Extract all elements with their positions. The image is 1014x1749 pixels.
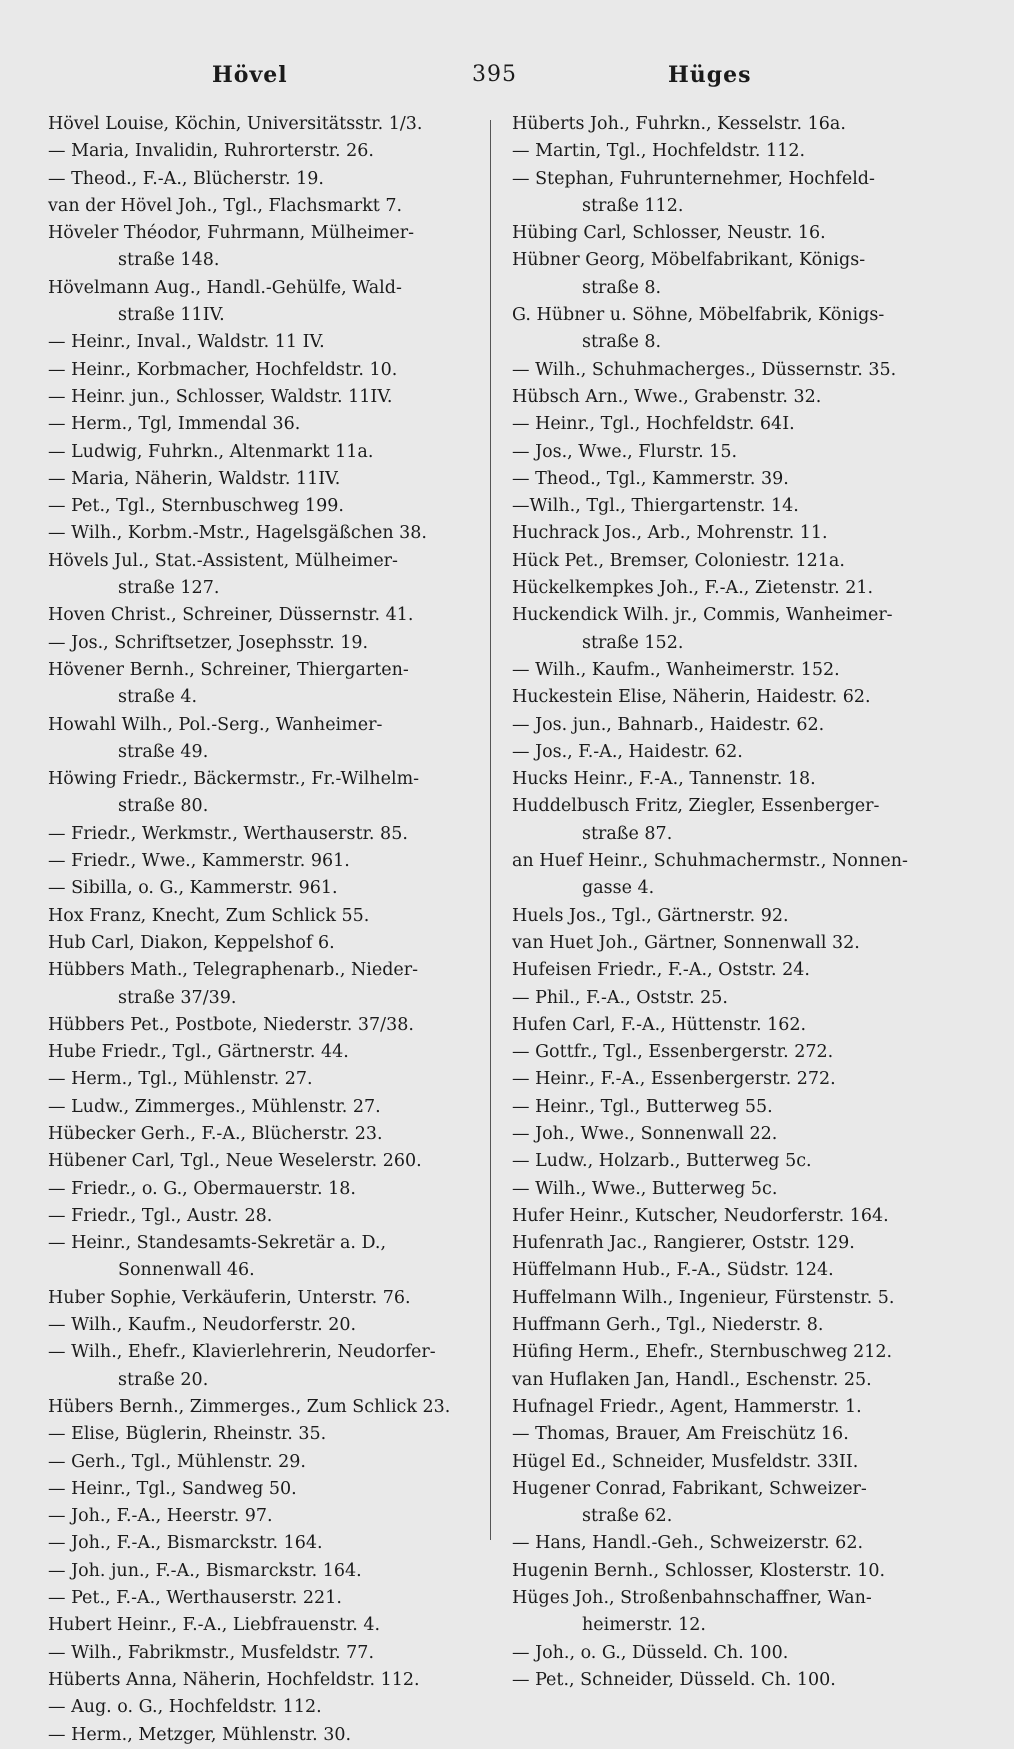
left-column (48, 111, 480, 1749)
directory-entry: straße 8. (582, 277, 662, 298)
directory-entry: — Wilh., Kaufm., Neudorferstr. 20. (48, 1315, 357, 1336)
directory-entry: — Herm., Tgl., Mühlenstr. 27. (48, 1069, 313, 1090)
directory-entry: Hövels Jul., Stat.-Assistent, Mülheimer- (48, 550, 398, 571)
directory-entry: Hövener Bernh., Schreiner, Thiergarten- (48, 659, 409, 680)
directory-entry: Huchrack Jos., Arb., Mohrenstr. 11. (512, 523, 828, 544)
directory-entry: — Wilh., Korbm.-Mstr., Hagelsgäßchen 38. (48, 523, 427, 544)
directory-entry: Hub Carl, Diakon, Keppelshof 6. (48, 932, 335, 953)
directory-entry: — Ludw., Zimmerges., Mühlenstr. 27. (48, 1096, 381, 1117)
directory-entry: — Heinr., Inval., Waldstr. 11 IV. (48, 332, 325, 353)
directory-entry: Hufen Carl, F.-A., Hüttenstr. 162. (512, 1014, 807, 1035)
column-divider (490, 120, 491, 1540)
directory-entry: — Hans, Handl.-Geh., Schweizerstr. 62. (512, 1533, 864, 1554)
directory-entry: — Ludw., Holzarb., Butterweg 5c. (512, 1151, 812, 1172)
directory-entry: Hübsch Arn., Wwe., Grabenstr. 32. (512, 386, 822, 407)
directory-entry: Höveler Théodor, Fuhrmann, Mülheimer- (48, 223, 415, 244)
directory-entry: Hugenin Bernh., Schlosser, Klosterstr. 10. (512, 1560, 886, 1581)
directory-entry: straße 112. (582, 195, 684, 216)
directory-entry: — Martin, Tgl., Hochfeldstr. 112. (512, 141, 806, 162)
directory-entry: Hüffelmann Hub., F.-A., Südstr. 124. (512, 1260, 834, 1281)
directory-entry: straße 62. (582, 1506, 673, 1527)
directory-entry: — Phil., F.-A., Oststr. 25. (512, 987, 728, 1008)
directory-entry: — Gottfr., Tgl., Essenbergerstr. 272. (512, 1042, 834, 1063)
directory-entry: heimerstr. 12. (582, 1615, 706, 1636)
directory-entry: straße 37/39. (118, 987, 237, 1008)
directory-entry: van der Hövel Joh., Tgl., Flachsmarkt 7. (48, 195, 403, 216)
directory-entry: Hövel Louise, Köchin, Universitätsstr. 1/3. (48, 114, 423, 134)
directory-entry: — Stephan, Fuhrunternehmer, Hochfeld- (512, 168, 875, 189)
directory-entry: — Herm., Metzger, Mühlenstr. 30. (48, 1724, 352, 1745)
directory-entry: Hoven Christ., Schreiner, Düssernstr. 41. (48, 605, 414, 626)
directory-entry: — Friedr., o. G., Obermauerstr. 18. (48, 1178, 356, 1199)
directory-entry: straße 87. (582, 823, 673, 844)
directory-entry: —Wilh., Tgl., Thiergartenstr. 14. (512, 496, 799, 517)
directory-entry: — Wilh., Wwe., Butterweg 5c. (512, 1178, 778, 1199)
directory-entry: — Wilh., Kaufm., Wanheimerstr. 152. (512, 659, 840, 680)
directory-entry: — Ludwig, Fuhrkn., Altenmarkt 11a. (48, 441, 374, 462)
directory-entry: Sonnenwall 46. (118, 1260, 255, 1281)
directory-entry: straße 152. (582, 632, 684, 653)
directory-entry: Hugener Conrad, Fabrikant, Schweizer- (512, 1478, 867, 1499)
directory-entry: G. Hübner u. Söhne, Möbelfabrik, Königs- (512, 305, 885, 326)
directory-entry: — Pet., F.-A., Werthauserstr. 221. (48, 1588, 342, 1609)
directory-entry: — Theod., F.-A., Blücherstr. 19. (48, 168, 324, 189)
directory-entry: — Maria, Näherin, Waldstr. 11IV. (48, 468, 341, 489)
directory-entry: — Joh. jun., F.-A., Bismarckstr. 164. (48, 1560, 362, 1581)
directory-entry: — Jos., Schriftsetzer, Josephsstr. 19. (48, 632, 369, 653)
directory-entry: — Wilh., Fabrikmstr., Musfeldstr. 77. (48, 1642, 375, 1663)
directory-entry: Hübner Georg, Möbelfabrikant, Königs- (512, 250, 866, 271)
directory-entry: Hüges Joh., Stroßenbahnschaffner, Wan- (512, 1588, 872, 1609)
directory-entry: — Sibilla, o. G., Kammerstr. 961. (48, 878, 338, 899)
directory-entry: Hügel Ed., Schneider, Musfeldstr. 33II. (512, 1451, 859, 1472)
directory-entry: Hufnagel Friedr., Agent, Hammerstr. 1. (512, 1396, 862, 1417)
right-column (512, 111, 944, 1694)
directory-entry: straße 80. (118, 796, 209, 817)
directory-entry: — Gerh., Tgl., Mühlenstr. 29. (48, 1451, 306, 1472)
directory-entry: — Theod., Tgl., Kammerstr. 39. (512, 468, 789, 489)
directory-entry: Huddelbusch Fritz, Ziegler, Essenberger- (512, 796, 880, 817)
directory-entry: — Friedr., Wwe., Kammerstr. 961. (48, 851, 350, 872)
directory-entry: — Elise, Büglerin, Rheinstr. 35. (48, 1424, 327, 1445)
directory-entry: straße 148. (118, 250, 220, 271)
directory-entry: Huels Jos., Tgl., Gärtnerstr. 92. (512, 905, 789, 926)
directory-entry: Hübecker Gerh., F.-A., Blücherstr. 23. (48, 1123, 383, 1144)
directory-entry: Hüberts Anna, Näherin, Hochfeldstr. 112. (48, 1669, 420, 1690)
directory-entry: — Heinr., Tgl., Sandweg 50. (48, 1478, 297, 1499)
directory-entry: Hufenrath Jac., Rangierer, Oststr. 129. (512, 1233, 855, 1254)
directory-entry: van Huet Joh., Gärtner, Sonnenwall 32. (512, 932, 860, 953)
directory-entry: — Jos., F.-A., Haidestr. 62. (512, 741, 743, 762)
directory-entry: Hübing Carl, Schlosser, Neustr. 16. (512, 223, 826, 244)
directory-entry: — Wilh., Ehefr., Klavierlehrerin, Neudorfer- (48, 1342, 436, 1363)
directory-entry: Hox Franz, Knecht, Zum Schlick 55. (48, 905, 370, 926)
directory-entry: Hübers Bernh., Zimmerges., Zum Schlick 23. (48, 1396, 451, 1417)
directory-entry: — Heinr., Tgl., Butterweg 55. (512, 1096, 773, 1117)
page-number: 395 (472, 62, 517, 87)
directory-entry: Hövelmann Aug., Handl.-Gehülfe, Wald- (48, 277, 402, 298)
directory-entry: Huffelmann Wilh., Ingenieur, Fürstenstr. 5. (512, 1287, 895, 1308)
directory-entry: — Aug. o. G., Hochfeldstr. 112. (48, 1697, 322, 1718)
directory-entry: — Jos. jun., Bahnarb., Haidestr. 62. (512, 714, 825, 735)
directory-entry: Huffmann Gerh., Tgl., Niederstr. 8. (512, 1315, 824, 1336)
directory-entry: — Pet., Tgl., Sternbuschweg 199. (48, 496, 344, 517)
directory-entry: Hübbers Math., Telegraphenarb., Nieder- (48, 960, 419, 981)
directory-entry: — Heinr. jun., Schlosser, Waldstr. 11IV. (48, 386, 393, 407)
running-header-left: Hövel (212, 62, 288, 88)
directory-entry: Huckendick Wilh. jr., Commis, Wanheimer- (512, 605, 893, 626)
directory-entry: Hüberts Joh., Fuhrkn., Kesselstr. 16a. (512, 114, 846, 134)
directory-entry: — Joh., Wwe., Sonnenwall 22. (512, 1123, 778, 1144)
directory-entry: straße 8. (582, 332, 662, 353)
directory-entry: — Heinr., Korbmacher, Hochfeldstr. 10. (48, 359, 398, 380)
directory-entry: Hück Pet., Bremser, Coloniestr. 121a. (512, 550, 845, 571)
directory-entry: van Huflaken Jan, Handl., Eschenstr. 25. (512, 1369, 872, 1390)
directory-entry: Hufer Heinr., Kutscher, Neudorferstr. 164. (512, 1205, 889, 1226)
directory-entry: Hübbers Pet., Postbote, Niederstr. 37/38. (48, 1014, 414, 1035)
directory-entry: — Joh., o. G., Düsseld. Ch. 100. (512, 1642, 789, 1663)
directory-entry: Hucks Heinr., F.-A., Tannenstr. 18. (512, 769, 816, 790)
directory-entry: Hübener Carl, Tgl., Neue Weselerstr. 260. (48, 1151, 422, 1172)
directory-entry: Hüfing Herm., Ehefr., Sternbuschweg 212. (512, 1342, 893, 1363)
directory-entry: an Huef Heinr., Schuhmachermstr., Nonnen- (512, 851, 908, 872)
directory-entry: — Joh., F.-A., Heerstr. 97. (48, 1506, 273, 1527)
directory-entry: gasse 4. (582, 878, 655, 899)
directory-entry: — Wilh., Schuhmacherges., Düssernstr. 35. (512, 359, 897, 380)
directory-entry: straße 20. (118, 1369, 209, 1390)
directory-entry: Hubert Heinr., F.-A., Liebfrauenstr. 4. (48, 1615, 381, 1636)
directory-entry: straße 4. (118, 687, 198, 708)
directory-entry: Hückelkempkes Joh., F.-A., Zietenstr. 21. (512, 578, 874, 599)
directory-entry: Höwing Friedr., Bäckermstr., Fr.-Wilhelm- (48, 769, 420, 790)
directory-entry: — Thomas, Brauer, Am Freischütz 16. (512, 1424, 849, 1445)
directory-entry: — Friedr., Tgl., Austr. 28. (48, 1205, 273, 1226)
directory-entry: straße 127. (118, 578, 220, 599)
directory-entry: — Herm., Tgl, Immendal 36. (48, 414, 301, 435)
directory-entry: — Heinr., F.-A., Essenbergerstr. 272. (512, 1069, 836, 1090)
directory-entry: Howahl Wilh., Pol.-Serg., Wanheimer- (48, 714, 383, 735)
directory-entry: Huckestein Elise, Näherin, Haidestr. 62. (512, 687, 871, 708)
directory-entry: straße 49. (118, 741, 209, 762)
directory-entry: — Joh., F.-A., Bismarckstr. 164. (48, 1533, 323, 1554)
directory-entry: — Heinr., Tgl., Hochfeldstr. 64I. (512, 414, 795, 435)
directory-entry: — Jos., Wwe., Flurstr. 15. (512, 441, 738, 462)
directory-entry: Hufeisen Friedr., F.-A., Oststr. 24. (512, 960, 810, 981)
directory-entry: Huber Sophie, Verkäuferin, Unterstr. 76. (48, 1287, 411, 1308)
directory-entry: — Heinr., Standesamts-Sekretär a. D., (48, 1233, 387, 1254)
directory-entry: straße 11IV. (118, 305, 225, 326)
directory-entry: — Maria, Invalidin, Ruhrorterstr. 26. (48, 141, 374, 162)
directory-entry: Hube Friedr., Tgl., Gärtnerstr. 44. (48, 1042, 349, 1063)
directory-entry: — Friedr., Werkmstr., Werthauserstr. 85. (48, 823, 408, 844)
running-header-right: Hüges (668, 62, 752, 88)
directory-entry: — Pet., Schneider, Düsseld. Ch. 100. (512, 1669, 836, 1690)
